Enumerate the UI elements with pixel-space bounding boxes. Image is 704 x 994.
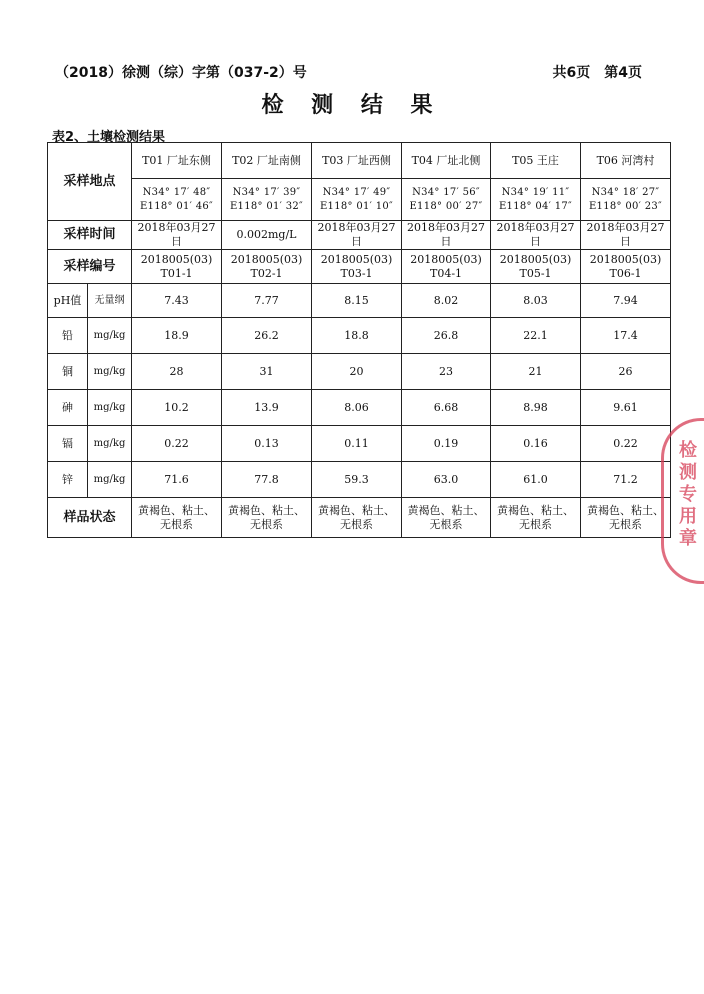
site-label: 采样地点	[48, 143, 132, 221]
site-name-cell: T03 厂址西侧	[312, 143, 402, 179]
result-value: 13.9	[222, 390, 312, 426]
result-value: 22.1	[491, 318, 581, 354]
code-label: 采样编号	[48, 250, 132, 284]
result-value: 18.9	[132, 318, 222, 354]
parameter-name: pH值	[48, 284, 88, 318]
sample-id: T01-1	[160, 266, 193, 280]
sample-code-cell	[491, 250, 581, 284]
site-name-cell: T06 河湾村	[581, 143, 671, 179]
result-value: 8.98	[491, 390, 581, 426]
parameter-name: 铅	[48, 318, 88, 354]
result-value: 6.68	[402, 390, 491, 426]
result-row	[48, 462, 671, 498]
sample-code-cell	[402, 250, 491, 284]
parameter-unit: mg/kg	[88, 426, 132, 462]
parameter-name: 铜	[48, 354, 88, 390]
site-name-cell: T05 王庄	[491, 143, 581, 179]
latitude: N34° 17′ 39″	[232, 186, 301, 198]
sample-code-cell	[132, 250, 222, 284]
longitude: E118° 04′ 17″	[498, 200, 573, 212]
sample-state-cell: 黄褐色、粘土、无根系	[132, 498, 222, 538]
state-label: 样品状态	[48, 498, 132, 538]
site-coord-cell	[491, 179, 581, 221]
table-caption: 表2、土壤检测结果	[52, 130, 166, 145]
parameter-unit: mg/kg	[88, 390, 132, 426]
time-row	[48, 221, 671, 250]
result-row	[48, 354, 671, 390]
result-value: 0.11	[312, 426, 402, 462]
soil-results-table	[47, 142, 671, 538]
result-value: 28	[132, 354, 222, 390]
sample-id: T04-1	[429, 266, 463, 280]
sample-id: T02-1	[250, 266, 283, 280]
sample-batch: 2018005(03)	[410, 252, 482, 266]
sample-state-cell: 黄褐色、粘土、无根系	[491, 498, 581, 538]
parameter-name: 锌	[48, 462, 88, 498]
result-value: 71.2	[581, 462, 671, 498]
longitude: E118° 00′ 23″	[588, 200, 663, 212]
sample-batch: 2018005(03)	[499, 252, 572, 266]
result-row	[48, 284, 671, 318]
parameter-unit: mg/kg	[88, 354, 132, 390]
result-value: 0.22	[132, 426, 222, 462]
site-coord-cell	[132, 179, 222, 221]
sample-id: T05-1	[519, 266, 552, 280]
site-coord-row	[48, 179, 671, 221]
longitude: E118° 01′ 46″	[139, 200, 214, 212]
parameter-unit: mg/kg	[88, 318, 132, 354]
result-value: 26.8	[402, 318, 491, 354]
longitude: E118° 01′ 10″	[319, 200, 394, 212]
result-value: 0.19	[402, 426, 491, 462]
sample-code-cell	[222, 250, 312, 284]
result-value: 7.94	[581, 284, 671, 318]
sample-id: T03-1	[340, 266, 373, 280]
page-info: 共6页 第4页	[552, 65, 642, 81]
site-name-cell: T02 厂址南侧	[222, 143, 312, 179]
result-value: 8.03	[491, 284, 581, 318]
sample-batch: 2018005(03)	[140, 252, 213, 266]
result-value: 0.13	[222, 426, 312, 462]
latitude: N34° 17′ 56″	[412, 186, 480, 198]
sample-time-cell: 2018年03月27日	[402, 221, 491, 250]
time-label: 采样时间	[48, 221, 132, 250]
result-value: 9.61	[581, 390, 671, 426]
sample-state-row	[48, 498, 671, 538]
document-number: （2018）徐测（综）字第（037-2）号	[55, 65, 307, 81]
stamp-text: 检测专用章	[679, 440, 697, 549]
sample-time-cell: 2018年03月27日	[132, 221, 222, 250]
parameter-unit: mg/kg	[88, 462, 132, 498]
sample-id: T06-1	[609, 266, 642, 280]
longitude: E118° 00′ 27″	[409, 200, 483, 212]
result-value: 7.43	[132, 284, 222, 318]
result-row	[48, 318, 671, 354]
result-value: 21	[491, 354, 581, 390]
result-value: 63.0	[402, 462, 491, 498]
latitude: N34° 17′ 49″	[322, 186, 391, 198]
result-row	[48, 390, 671, 426]
result-value: 20	[312, 354, 402, 390]
result-value: 10.2	[132, 390, 222, 426]
parameter-unit: 无量纲	[88, 284, 132, 318]
parameter-name: 砷	[48, 390, 88, 426]
result-value: 7.77	[222, 284, 312, 318]
site-name-cell: T01 厂址东侧	[132, 143, 222, 179]
sample-time-cell: 2018年03月27日	[581, 221, 671, 250]
sample-state-cell: 黄褐色、粘土、无根系	[581, 498, 671, 538]
sample-time-cell: 2018年03月27日	[491, 221, 581, 250]
longitude: E118° 01′ 32″	[229, 200, 304, 212]
sample-code-cell	[581, 250, 671, 284]
sample-batch: 2018005(03)	[320, 252, 393, 266]
page-title: 检 测 结 果	[261, 93, 443, 118]
result-value: 8.06	[312, 390, 402, 426]
result-value: 17.4	[581, 318, 671, 354]
result-value: 77.8	[222, 462, 312, 498]
latitude: N34° 18′ 27″	[591, 186, 660, 198]
result-value: 26	[581, 354, 671, 390]
result-value: 26.2	[222, 318, 312, 354]
sample-batch: 2018005(03)	[230, 252, 303, 266]
result-value: 8.02	[402, 284, 491, 318]
site-coord-cell	[312, 179, 402, 221]
site-coord-cell	[222, 179, 312, 221]
result-value: 0.22	[581, 426, 671, 462]
sample-code-cell	[312, 250, 402, 284]
result-value: 71.6	[132, 462, 222, 498]
sample-batch: 2018005(03)	[589, 252, 662, 266]
site-coord-cell	[581, 179, 671, 221]
result-value: 23	[402, 354, 491, 390]
sample-state-cell: 黄褐色、粘土、无根系	[312, 498, 402, 538]
result-value: 0.16	[491, 426, 581, 462]
result-row	[48, 426, 671, 462]
sample-time-cell: 2018年03月27日	[312, 221, 402, 250]
site-name-row	[48, 143, 671, 179]
sample-time-cell: 0.002mg/L	[222, 221, 312, 250]
latitude: N34° 17′ 48″	[142, 186, 211, 198]
sample-state-cell: 黄褐色、粘土、无根系	[402, 498, 491, 538]
result-value: 61.0	[491, 462, 581, 498]
latitude: N34° 19′ 11″	[501, 186, 570, 198]
site-coord-cell	[402, 179, 491, 221]
code-row	[48, 250, 671, 284]
sample-state-cell: 黄褐色、粘土、无根系	[222, 498, 312, 538]
site-name-cell: T04 厂址北侧	[402, 143, 491, 179]
parameter-name: 镉	[48, 426, 88, 462]
result-value: 31	[222, 354, 312, 390]
result-value: 8.15	[312, 284, 402, 318]
result-value: 18.8	[312, 318, 402, 354]
result-value: 59.3	[312, 462, 402, 498]
